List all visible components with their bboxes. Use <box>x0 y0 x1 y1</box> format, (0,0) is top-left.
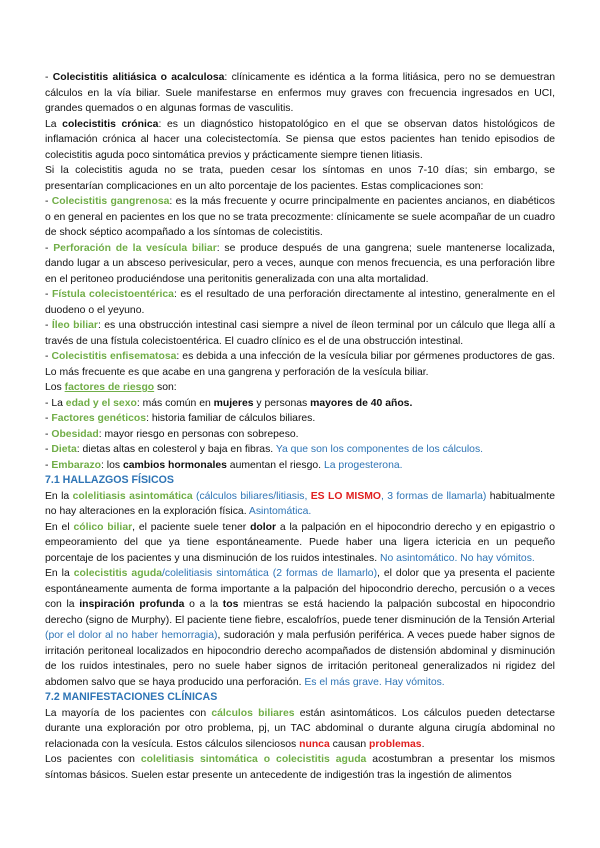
list-item-obesidad: - Obesidad: mayor riesgo en personas con sobrepeso. <box>45 428 299 440</box>
paragraph-colico-biliar: En el cólico biliar, el paciente suele tener dolor a la palpación en el hipocondrio derecho y en epigastrio o empeoramiento del que ya tiene espontáneamente. Puede haber una ligera ictericia en un pequeño porcentaje de los pacientes y una disminución de los ruidos intestinales. No asintomático. No hay vómitos. <box>45 521 555 564</box>
term-colico-biliar: cólico biliar <box>73 521 133 533</box>
list-item-geneticos: - Factores genéticos: historia familiar de cálculos biliares. <box>45 413 316 424</box>
term-edad-sexo: edad y el sexo <box>65 397 137 409</box>
paragraph-factores-intro: Los factores de riesgo son: <box>45 382 177 393</box>
term-colelitiasis-sintomatica: colelitiasis sintomática o colecistitis aguda <box>140 754 367 765</box>
list-item-dieta: - Dieta: dietas altas en colesterol y baja en fibras. Ya que son los componentes de los cálculos. <box>45 444 484 455</box>
section-heading-hallazgos: 7.1 HALLAZGOS FÍSICOS <box>45 474 174 486</box>
term-fistula: Fístula colecistoentérica <box>52 289 174 300</box>
term-obesidad: Obesidad <box>51 428 99 440</box>
note-mas-grave: Es el más grave. Hay vómitos. <box>304 676 445 688</box>
term-enfisematosa: Colecistitis enfisematosa <box>51 351 177 362</box>
list-item-edad-sexo: - La edad y el sexo: más común en mujeres y personas mayores de 40 años. <box>45 397 413 409</box>
list-item-perforacion: - Perforación de la vesícula biliar: se produce después de una gangrena; suele mantenerse localizada, dando lugar a un absceso perivesicular, pero a veces, aunque con menos frecuencia, es una perforación libre en el peritoneo produciéndose una peritonitis generalizada con una alta mortalidad. <box>45 242 555 285</box>
term-dieta: Dieta <box>51 444 77 455</box>
list-item-embarazo: - Embarazo: los cambios hormonales aumentan el riesgo. La progesterona. <box>45 459 403 471</box>
list-item-ileo-biliar: - Íleo biliar: es una obstrucción intestinal casi siempre a nivel de íleon terminal por un cálculo que llega allí a través de una fístula colecistoentérica. El cuadro clínico es el de una obstrucción intestinal. <box>45 320 555 347</box>
paragraph-colecistitis-cronica: La colecistitis crónica: es un diagnóstico histopatológico en el que se observan datos histológicos de inflamación crónica al hacer una colecistectomía. Se piensa que estos pacientes han tenido episodios de colecistitis aguda poco sintomática previos y prácticamente siempre tienen litiasis. <box>45 118 555 161</box>
note-tension-arterial: (por el dolor al no haber hemorragia) <box>45 630 218 641</box>
term-embarazo: Embarazo <box>51 459 102 471</box>
note-embarazo: La progesterona. <box>323 459 403 471</box>
note-nunca: nunca <box>299 738 330 750</box>
term-colecistitis-alitiasica: Colecistitis alitiásica o acalculosa <box>52 72 225 83</box>
list-item-fistula: - Fístula colecistoentérica: es el resultado de una perforación directamente al intestino, generalmente en el duodeno o el yeyuno. <box>45 289 555 316</box>
list-item-gangrenosa: - Colecistitis gangrenosa: es la más frecuente y ocurre principalmente en pacientes ancianos, en diabéticos o en general en pacientes en los que no se trata precozmente: clínicamente se suele acompañar de un cuadro de shock séptico acompañado a los síntomas de colecistitis. <box>45 196 555 238</box>
paragraph-colelitiasis-asintomatica: En la colelitiasis asintomática (cálculos biliares/litiasis, ES LO MISMO, 3 formas de llamarla) habitualmente no hay alteraciones en la exploración física. Asintomática. <box>45 490 555 517</box>
term-calculos-biliares: cálculos biliares <box>211 707 295 719</box>
term-factores-riesgo: factores de riesgo <box>64 382 155 393</box>
paragraph-calculos-biliares: La mayoría de los pacientes con cálculos biliares están asintomáticos. Los cálculos pueden detectarse durante una exploración por otro problema, pj, un TAC abdominal o durante alguna cirugía abdominal no relacionada con la vesícula. Estos cálculos silenciosos nunca causan problemas. <box>45 707 555 750</box>
paragraph-colecistitis-alitiasica: - Colecistitis alitiásica o acalculosa: clínicamente es idéntica a la forma litiásica, pero no se demuestran cálculos en la vía biliar. Suele manifestarse en enfermos muy graves con frecuencia ingresados en UCI, grandes quemados o en algunas formas de vasculitis. <box>45 72 556 114</box>
section-heading-manifestaciones: 7.2 MANIFESTACIONES CLÍNICAS <box>45 691 218 703</box>
term-perforacion: Perforación de la vesícula biliar <box>53 242 217 254</box>
paragraph-colecistitis-aguda: En la colecistitis aguda/colelitiasis sintomática (2 formas de llamarlo), el dolor que ya presenta el paciente espontáneamente aumenta de forma importante a la palpación del hipocondrio derecho, percusión o a veces con la inspiración profunda o a la tos mientras se está haciendo la palpación subcostal en hipocondrio derecho (signo de Murphy). El paciente tiene fiebre, escalofríos, puede tener disminución de la Tensión Arterial (por el dolor al no haber hemorragia), sudoración y mala perfusión periférica. A veces puede haber signos de irritación peritoneal localizados en hipocondrio derecho acompañados de distensión abdominal y disminución de los ruidos intestinales, pero no suele haber signos de irritación peritoneal generalizados ni rigidez del abdomen salvo que se haya producido una perforación. Es el más grave. Hay vómitos. <box>45 568 555 688</box>
note-problemas: problemas <box>369 738 422 750</box>
term-colecistitis-cronica: colecistitis crónica <box>62 118 159 130</box>
list-item-enfisematosa: - Colecistitis enfisematosa: es debida a una infección de la vesícula biliar por gérmenes productores de gas. Lo más frecuente es que acabe en una gangrena y perforación de la vesícula biliar. <box>45 351 556 378</box>
term-ileo-biliar: Íleo biliar <box>51 320 98 331</box>
note-asintomatica: Asintomática. <box>248 506 312 517</box>
note-dieta: Ya que son los componentes de los cálculos. <box>275 444 484 455</box>
term-colecistitis-aguda: colecistitis aguda <box>73 568 163 579</box>
paragraph-complicaciones-intro: Si la colecistitis aguda no se trata, pueden cesar los síntomas en unos 7-10 días; sin embargo, se presentarían complicaciones en un alto porcentaje de los pacientes. Estas complicaciones son: <box>45 165 555 192</box>
note-colico-biliar: No asintomático. No hay vómitos. <box>380 552 535 564</box>
term-colelitiasis-asintomatica: colelitiasis asintomática <box>72 490 193 502</box>
term-gangrenosa: Colecistitis gangrenosa <box>51 196 170 207</box>
term-geneticos: Factores genéticos <box>51 413 147 424</box>
note-es-lo-mismo: ES LO MISMO <box>310 490 381 502</box>
paragraph-colelitiasis-sintomatica: Los pacientes con colelitiasis sintomática o colecistitis aguda acostumbran a presentar los mismos síntomas básicos. Suelen estar presente un antecedente de indigestión tras la ingestión de alimentos <box>45 754 555 781</box>
